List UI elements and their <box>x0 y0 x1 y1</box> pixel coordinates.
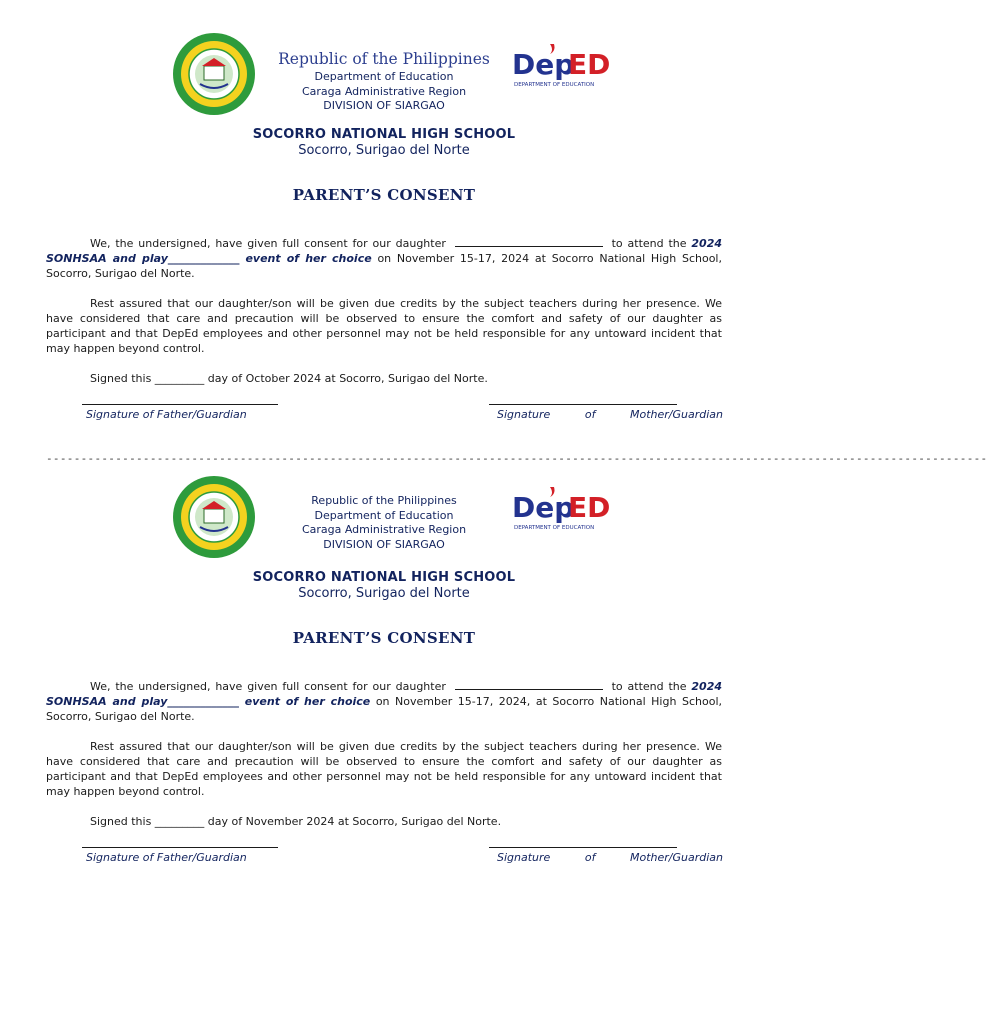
school-address: Socorro, Surigao del Norte <box>298 143 470 158</box>
p1-text-c: on November 15-17, 2024 at Socorro National High School, Socorro, Surigao del Norte. <box>46 252 722 280</box>
division-label: DIVISION OF SIARGAO <box>323 537 445 551</box>
svg-text:ED: ED <box>568 491 611 524</box>
school-address: Socorro, Surigao del Norte <box>298 586 470 601</box>
mother-signature-word-1: Signature <box>497 408 551 421</box>
school-block <box>0 570 768 602</box>
signed-date-line <box>46 814 722 829</box>
deped-logo-icon <box>510 42 611 94</box>
letterhead <box>0 475 768 561</box>
republic-label: Republic of the Philippines <box>311 494 457 507</box>
mother-signature-line[interactable] <box>489 404 677 405</box>
p1-text-b: to attend the <box>606 237 692 250</box>
mother-signature-label <box>497 408 723 421</box>
department-label: Department of Education <box>314 70 454 83</box>
svg-text:ED: ED <box>568 48 611 81</box>
signature-row <box>0 404 768 434</box>
father-signature-line[interactable] <box>82 404 278 405</box>
p3-text: Signed this _________ day of October 2024 at Socorro, Surigao del Norte. <box>90 372 488 385</box>
mother-signature-word-3: Mother/Guardian <box>629 408 723 421</box>
svg-text:DEPARTMENT OF EDUCATION: DEPARTMENT OF EDUCATION <box>514 82 595 88</box>
letterhead-text <box>264 32 504 114</box>
consent-form-2 <box>0 475 768 877</box>
consent-paragraph <box>46 679 722 724</box>
p2-text: Rest assured that our daughter/son will be given due credits by the subject teachers during her presence. We have considered that care and precaution will be observed to ensure the comfort and safety of our daughter as participant and that DepEd employees and other personnel may not be held responsible for any untoward incident that may happen beyond control. <box>46 297 722 355</box>
father-signature-line[interactable] <box>82 847 278 848</box>
signature-row <box>0 847 768 877</box>
signed-date-line <box>46 371 722 386</box>
p1-text-a: We, the undersigned, have given full consent for our daughter <box>90 237 446 250</box>
assurance-paragraph <box>46 739 722 799</box>
mother-signature-word-3: Mother/Guardian <box>629 851 723 864</box>
school-name: SOCORRO NATIONAL HIGH SCHOOL <box>252 127 516 142</box>
p1-text-c: on November 15-17, 2024, at Socorro National High School, Socorro, Surigao del Norte. <box>46 695 722 723</box>
letterhead-text <box>264 475 504 552</box>
school-seal-icon <box>172 32 256 116</box>
mother-signature-word-1: Signature <box>497 851 551 864</box>
school-block <box>0 127 768 159</box>
daughter-name-blank[interactable] <box>455 236 603 247</box>
svg-text:Dep: Dep <box>512 491 575 524</box>
event-text: 2024 SONHSAA and play_____________ event of her choice <box>46 237 723 265</box>
school-seal-icon <box>172 475 256 559</box>
event-text: 2024 SONHSAA and play_____________ event of her choice <box>46 680 723 708</box>
mother-signature-label <box>497 851 723 864</box>
assurance-paragraph <box>46 296 722 356</box>
p2-text: Rest assured that our daughter/son will be given due credits by the subject teachers during her presence. We have considered that care and precaution will be observed to ensure the comfort and safety of our daughter as participant and that DepEd employees and other personnel may not be held responsible for any untoward incident that may happen beyond control. <box>46 740 722 798</box>
republic-label: Republic of the Philippines <box>278 50 490 68</box>
consent-paragraph <box>46 236 722 281</box>
division-label: DIVISION OF SIARGAO <box>323 99 445 113</box>
daughter-name-blank[interactable] <box>455 679 603 690</box>
mother-signature-word-2: of <box>584 408 596 421</box>
school-name: SOCORRO NATIONAL HIGH SCHOOL <box>252 570 516 585</box>
svg-text:DEPARTMENT OF EDUCATION: DEPARTMENT OF EDUCATION <box>514 525 595 531</box>
p3-text: Signed this _________ day of November 2024 at Socorro, Surigao del Norte. <box>90 815 502 828</box>
consent-form-1 <box>0 32 768 434</box>
cut-line: ---------------------------------------------------------------------------------------------------------------------------------------- <box>46 452 987 465</box>
father-signature-label: Signature of Father/Guardian <box>86 851 247 864</box>
letterhead <box>0 32 768 118</box>
form-title: PARENT’S CONSENT <box>292 186 476 204</box>
p1-text-b: to attend the <box>606 680 692 693</box>
region-label: Caraga Administrative Region <box>301 523 467 537</box>
svg-text:Dep: Dep <box>512 48 575 81</box>
region-label: Caraga Administrative Region <box>301 84 467 98</box>
mother-signature-word-2: of <box>584 851 596 864</box>
department-label: Department of Education <box>314 508 454 522</box>
p1-text-a: We, the undersigned, have given full consent for our daughter <box>90 680 446 693</box>
form-title: PARENT’S CONSENT <box>292 629 476 647</box>
mother-signature-line[interactable] <box>489 847 677 848</box>
father-signature-label: Signature of Father/Guardian <box>86 408 247 421</box>
deped-logo-icon <box>510 485 611 537</box>
